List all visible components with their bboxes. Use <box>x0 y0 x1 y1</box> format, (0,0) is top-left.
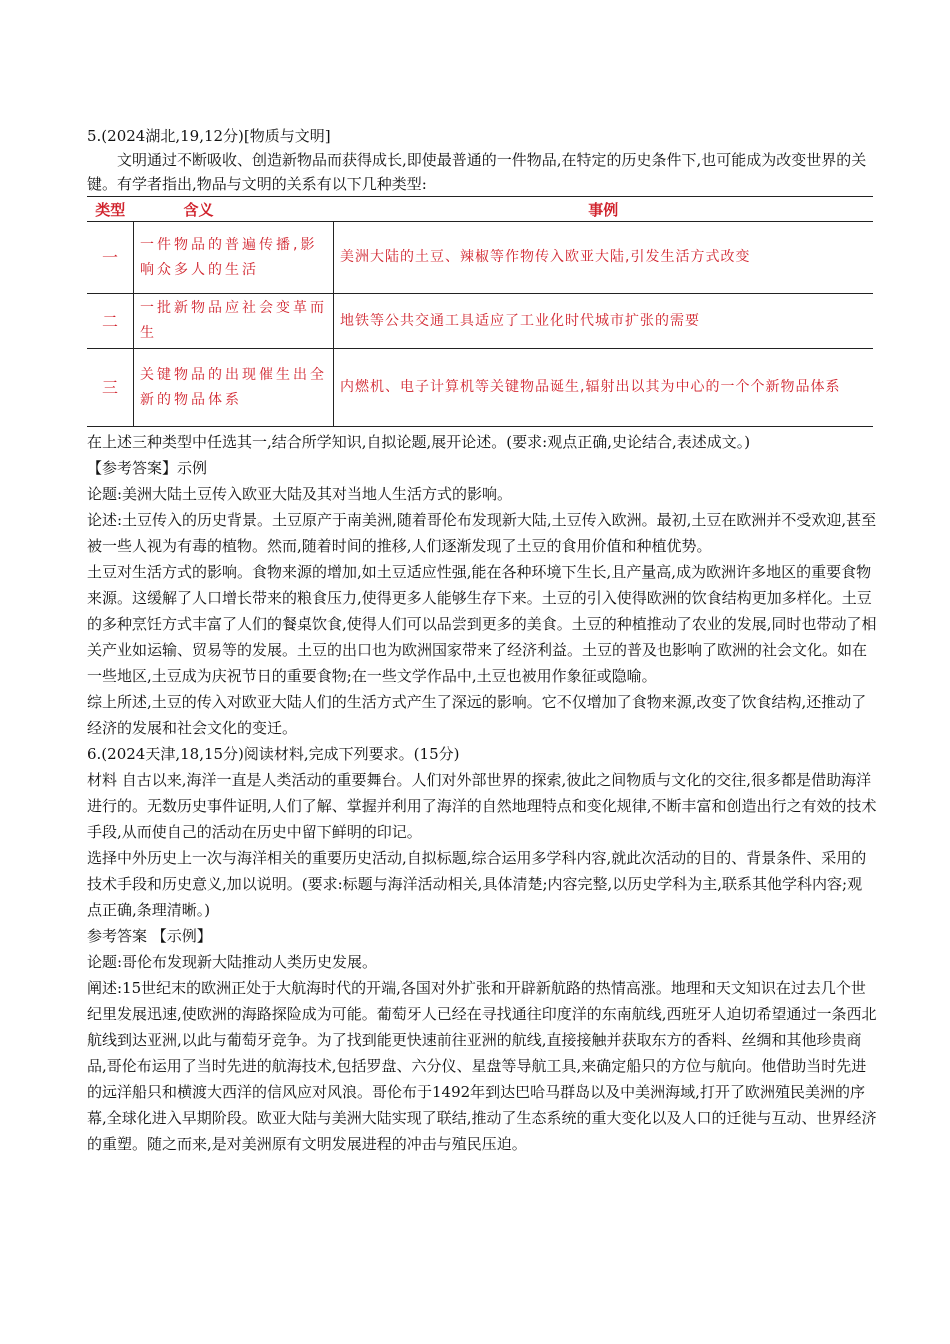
q6-paragraph: 阐述:15世纪末的欧洲正处于大航海时代的开端,各国对外扩张和开辟新航路的热情高涨。地理和天文知识在过去几个世纪里发展迅速,使欧洲的海路探险成为可能。葡萄牙人已经在寻找通往印度洋的东南航线,西班牙人迫切希望通过一条西北航线到达亚洲,以此与葡萄牙竞争。为了找到能更快速前往亚洲的航线,直接接触并获取东方的香料、丝绸和其他珍贵商品,哥伦布运用了当时先进的航海技术,包括罗盘、六分仪、星盘等导航工具,来确定船只的方位与航向。他借助当时先进的远洋船只和横渡大西洋的信风应对风浪。哥伦布于1492年到达巴哈马群岛以及中美洲海域,打开了欧洲殖民美洲的序幕,全球化进入早期阶段。欧亚大陆与美洲大陆实现了联结,推动了生态系统的重大变化以及人口的迁徙与互动、世界经济的重塑。随之而来,是对美洲原有文明发展进程的冲击与殖民压迫。 <box>87 979 877 1153</box>
q6-thesis: 论题:哥伦布发现新大陆推动人类历史发展。 <box>87 953 378 971</box>
q5-header: 5.(2024湖北,19,12分)[物质与文明] <box>87 127 331 145</box>
row-type: 三 <box>87 349 134 427</box>
q5-answer-label: 【参考答案】示例 <box>87 459 208 477</box>
table-header-type: 类型 <box>87 197 134 222</box>
row-example: 内燃机、电子计算机等关键物品诞生,辐射出以其为中心的一个个新物品体系 <box>334 349 874 427</box>
row-type: 二 <box>87 294 134 349</box>
q5-task: 在上述三种类型中任选其一,结合所学知识,自拟论题,展开论述。(要求:观点正确,史论结合,表述成文。) <box>87 433 751 451</box>
row-example: 美洲大陆的土豆、辣椒等作物传入欧亚大陆,引发生活方式改变 <box>334 222 874 294</box>
row-example: 地铁等公共交通工具适应了工业化时代城市扩张的需要 <box>334 294 874 349</box>
table-header-meaning: 含义 <box>134 197 334 222</box>
table-row <box>87 349 873 427</box>
table-row <box>87 294 873 349</box>
q5-type-table <box>87 196 873 427</box>
q6-answer-label: 参考答案 【示例】 <box>87 927 212 945</box>
q5-intro: 文明通过不断吸收、创造新物品而获得成长,即使最普通的一件物品,在特定的历史条件下,也可能成为改变世界的关键。有学者指出,物品与文明的关系有以下几种类型: <box>87 151 867 193</box>
q6-header: 6.(2024天津,18,15分)阅读材料,完成下列要求。(15分) <box>87 745 460 763</box>
table-header-example: 事例 <box>334 197 874 222</box>
q6-material: 材料 自古以来,海洋一直是人类活动的重要舞台。人们对外部世界的探索,彼此之间物质与文化的交往,很多都是借助海洋进行的。无数历史事件证明,人们了解、掌握并利用了海洋的自然地理特点和变化规律,不断丰富和创造出行之有效的技术手段,从而使自己的活动在历史中留下鲜明的印记。 <box>87 771 877 841</box>
q5-paragraph-2: 土豆对生活方式的影响。食物来源的增加,如土豆适应性强,能在各种环境下生长,且产量高,成为欧洲许多地区的重要食物来源。这缓解了人口增长带来的粮食压力,使得更多人能够生存下来。土豆的引入使得欧洲的饮食结构更加多样化。土豆的多种烹饪方式丰富了人们的餐桌饮食,使得人们可以品尝到更多的美食。土豆的种植推动了农业的发展,同时也带动了相关产业如运输、贸易等的发展。土豆的出口也为欧洲国家带来了经济利益。土豆的普及也影响了欧洲的社会文化。如在一些地区,土豆成为庆祝节日的重要食物;在一些文学作品中,土豆也被用作象征或隐喻。 <box>87 563 877 685</box>
row-meaning: 一批新物品应社会变革而生 <box>134 294 334 349</box>
q5-thesis: 论题:美洲大陆土豆传入欧亚大陆及其对当地人生活方式的影响。 <box>87 485 513 503</box>
q6-task: 选择中外历史上一次与海洋相关的重要历史活动,自拟标题,综合运用多学科内容,就此次活动的目的、背景条件、采用的技术手段和历史意义,加以说明。(要求:标题与海洋活动相关,具体清楚;内容完整,以历史学科为主,联系其他学科内容;观点正确,条理清晰。) <box>87 849 867 919</box>
row-type: 一 <box>87 222 134 294</box>
row-meaning: 关键物品的出现催生出全新的物品体系 <box>134 349 334 427</box>
q5-paragraph-1: 论述:土豆传入的历史背景。土豆原产于南美洲,随着哥伦布发现新大陆,土豆传入欧洲。最初,土豆在欧洲并不受欢迎,甚至被一些人视为有毒的植物。然而,随着时间的推移,人们逐渐发现了土豆的食用价值和种植优势。 <box>87 511 877 555</box>
table-row <box>87 222 873 294</box>
row-meaning: 一件物品的普遍传播,影响众多人的生活 <box>134 222 334 294</box>
q5-paragraph-3: 综上所述,土豆的传入对欧亚大陆人们的生活方式产生了深远的影响。它不仅增加了食物来源,改变了饮食结构,还推动了经济的发展和社会文化的变迁。 <box>87 693 867 737</box>
document-page <box>87 124 877 1157</box>
